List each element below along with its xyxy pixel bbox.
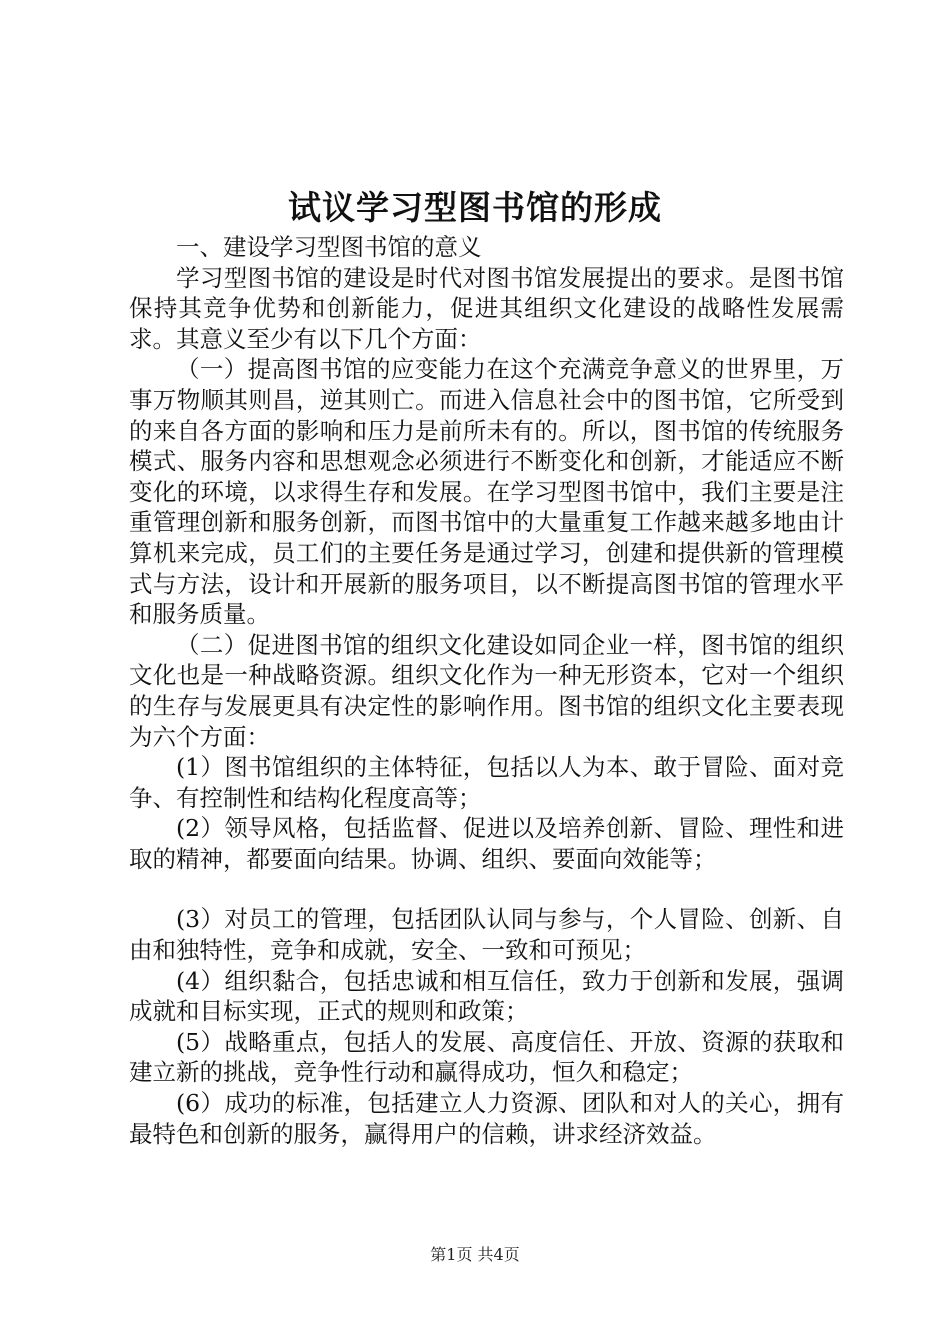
list-item-5: (5）战略重点，包括人的发展、高度信任、开放、资源的获取和建立新的挑战，竞争性行动和赢得成功，恒久和稳定； bbox=[129, 1027, 844, 1087]
page-number-footer: 第1页 共4页 bbox=[430, 1245, 520, 1264]
document-title: 试议学习型图书馆的形成 bbox=[288, 188, 662, 227]
paragraph-intro: 学习型图书馆的建设是时代对图书馆发展提出的要求。是图书馆保持其竞争优势和创新能力，促进其组织文化建设的战略性发展需求。其意义至少有以下几个方面： bbox=[129, 263, 844, 353]
list-item-6: (6）成功的标准，包括建立人力资源、团队和对人的关心，拥有最特色和创新的服务，赢得用户的信赖，讲求经济效益。 bbox=[129, 1089, 844, 1148]
list-item-3: (3）对员工的管理，包括团队认同与参与，个人冒险、创新、自由和独特性，竞争和成就，安全、一致和可预见； bbox=[129, 905, 844, 965]
list-item-2: (2）领导风格，包括监督、促进以及培养创新、冒险、理性和进取的精神，都要面向结果。协调、组织、要面向效能等； bbox=[129, 814, 844, 873]
section-heading: 一、建设学习型图书馆的意义 bbox=[176, 233, 482, 261]
paragraph-point-one: （一）提高图书馆的应变能力在这个充满竞争意义的世界里，万事万物顺其则昌，逆其则亡。而进入信息社会中的图书馆，它所受到的来自各方面的影响和压力是前所未有的。所以，图书馆的传统服务模式、服务内容和思想观念必须进行不断变化和创新，才能适应不断变化的环境，以求得生存和发展。在学习型图书馆中，我们主要是注重管理创新和服务创新，而图书馆中的大量重复工作越来越多地由计算机来完成，员工们的主要任务是通过学习，创建和提供新的管理模式与方法，设计和开展新的服务项目，以不断提高图书馆的管理水平和服务质量。 bbox=[129, 355, 844, 629]
list-item-1: (1）图书馆组织的主体特征，包括以人为本、敢于冒险、面对竞争、有控制性和结构化程度高等； bbox=[129, 753, 844, 812]
paragraph-point-two: （二）促进图书馆的组织文化建设如同企业一样，图书馆的组织文化也是一种战略资源。组织文化作为一种无形资本，它对一个组织的生存与发展更具有决定性的影响作用。图书馆的组织文化主要表现为六个方面： bbox=[129, 630, 844, 751]
list-item-4: (4）组织黏合，包括忠诚和相互信任，致力于创新和发展，强调成就和目标实现，正式的规则和政策； bbox=[129, 966, 844, 1026]
document-body bbox=[129, 232, 844, 1149]
